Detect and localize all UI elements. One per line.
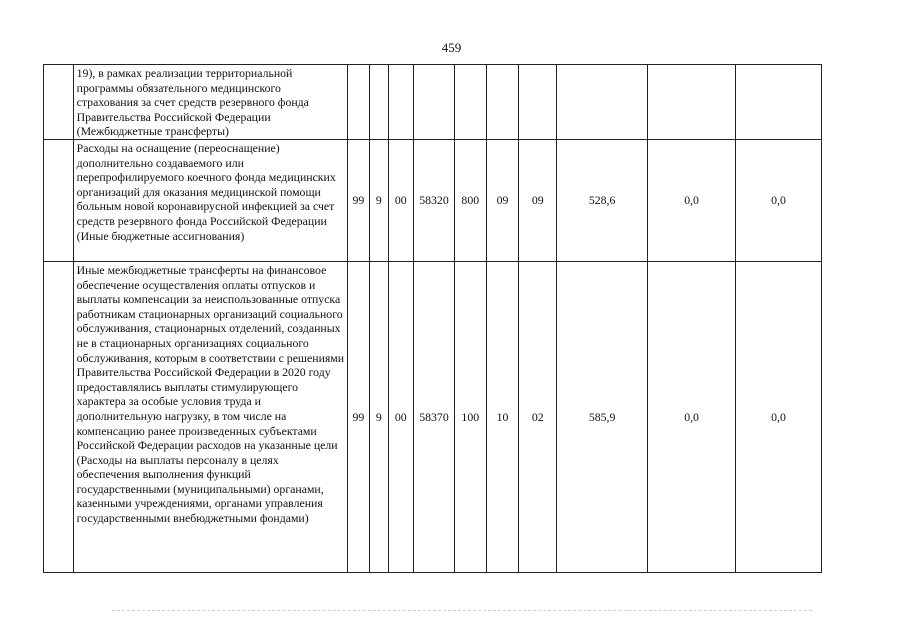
- amount-year1-cell: [557, 65, 648, 140]
- description-cell: Расходы на оснащение (переоснащение) дополнительно создаваемого или перепрофилируемого коечного фонда медицинских организаций для оказания медицинской помощи больным новой коронавирусной инфекцией за счет средств резервного фонда Российской Федерации (Иные бюджетные ассигнования): [73, 139, 347, 261]
- subsection-code-cell: 02: [519, 261, 557, 572]
- amount-year3-cell: 0,0: [736, 261, 822, 572]
- amount-year1-cell: 585,9: [557, 261, 648, 572]
- amount-year2-cell: 0,0: [648, 139, 736, 261]
- amount-year2-cell: [648, 65, 736, 140]
- direction-code-cell: 58320: [414, 139, 455, 261]
- section-code-cell: 10: [486, 261, 519, 572]
- description-cell: Иные межбюджетные трансферты на финансовое обеспечение осуществления оплаты отпусков и выплаты компенсации за неиспользованные отпуска работникам стационарных организаций социального обслуживания, стационарных отделений, созданных не в стационарных организациях социального обслуживания, которым в соответствии с решениями Правительства Российской Федерации в 2020 году предоставлялись выплаты стимулирующего характера за особые условия труда и дополнительную нагрузку, в том числе на компенсацию ранее произведенных субъектами Российской Федерации расходов на указанные цели (Расходы на выплаты персоналу в целях обеспечения выполнения функций государственными (муниципальными) органами, казенными учреждениями, органами управления государственными внебюджетными фондами): [73, 261, 347, 572]
- description-cell: 19), в рамках реализации территориальной программы обязательного медицинского страхования за счет средств резервного фонда Правительства Российской Федерации (Межбюджетные трансферты): [73, 65, 347, 140]
- amount-year3-cell: 0,0: [736, 139, 822, 261]
- activity-code-cell: [388, 65, 414, 140]
- table-row: [44, 139, 822, 261]
- direction-code-cell: 58370: [414, 261, 455, 572]
- program-code-cell: [347, 65, 369, 140]
- index-cell: [44, 139, 74, 261]
- amount-year3-cell: [736, 65, 822, 140]
- index-cell: [44, 65, 74, 140]
- amount-year1-cell: 528,6: [557, 139, 648, 261]
- subsection-code-cell: 09: [519, 139, 557, 261]
- subprogram-code-cell: 9: [370, 139, 388, 261]
- section-code-cell: 09: [486, 139, 519, 261]
- subprogram-code-cell: [370, 65, 388, 140]
- amount-year2-cell: 0,0: [648, 261, 736, 572]
- section-code-cell: [486, 65, 519, 140]
- program-code-cell: 99: [347, 261, 369, 572]
- table-row: [44, 65, 822, 140]
- program-code-cell: 99: [347, 139, 369, 261]
- budget-table: [43, 64, 822, 573]
- activity-code-cell: 00: [388, 139, 414, 261]
- table-row: [44, 261, 822, 572]
- expense-type-cell: 100: [454, 261, 486, 572]
- activity-code-cell: 00: [388, 261, 414, 572]
- expense-type-cell: 800: [454, 139, 486, 261]
- scan-edge-divider: [112, 610, 812, 611]
- direction-code-cell: [414, 65, 455, 140]
- subprogram-code-cell: 9: [370, 261, 388, 572]
- page-number: 459: [441, 40, 462, 55]
- index-cell: [44, 261, 74, 572]
- expense-type-cell: [454, 65, 486, 140]
- subsection-code-cell: [519, 65, 557, 140]
